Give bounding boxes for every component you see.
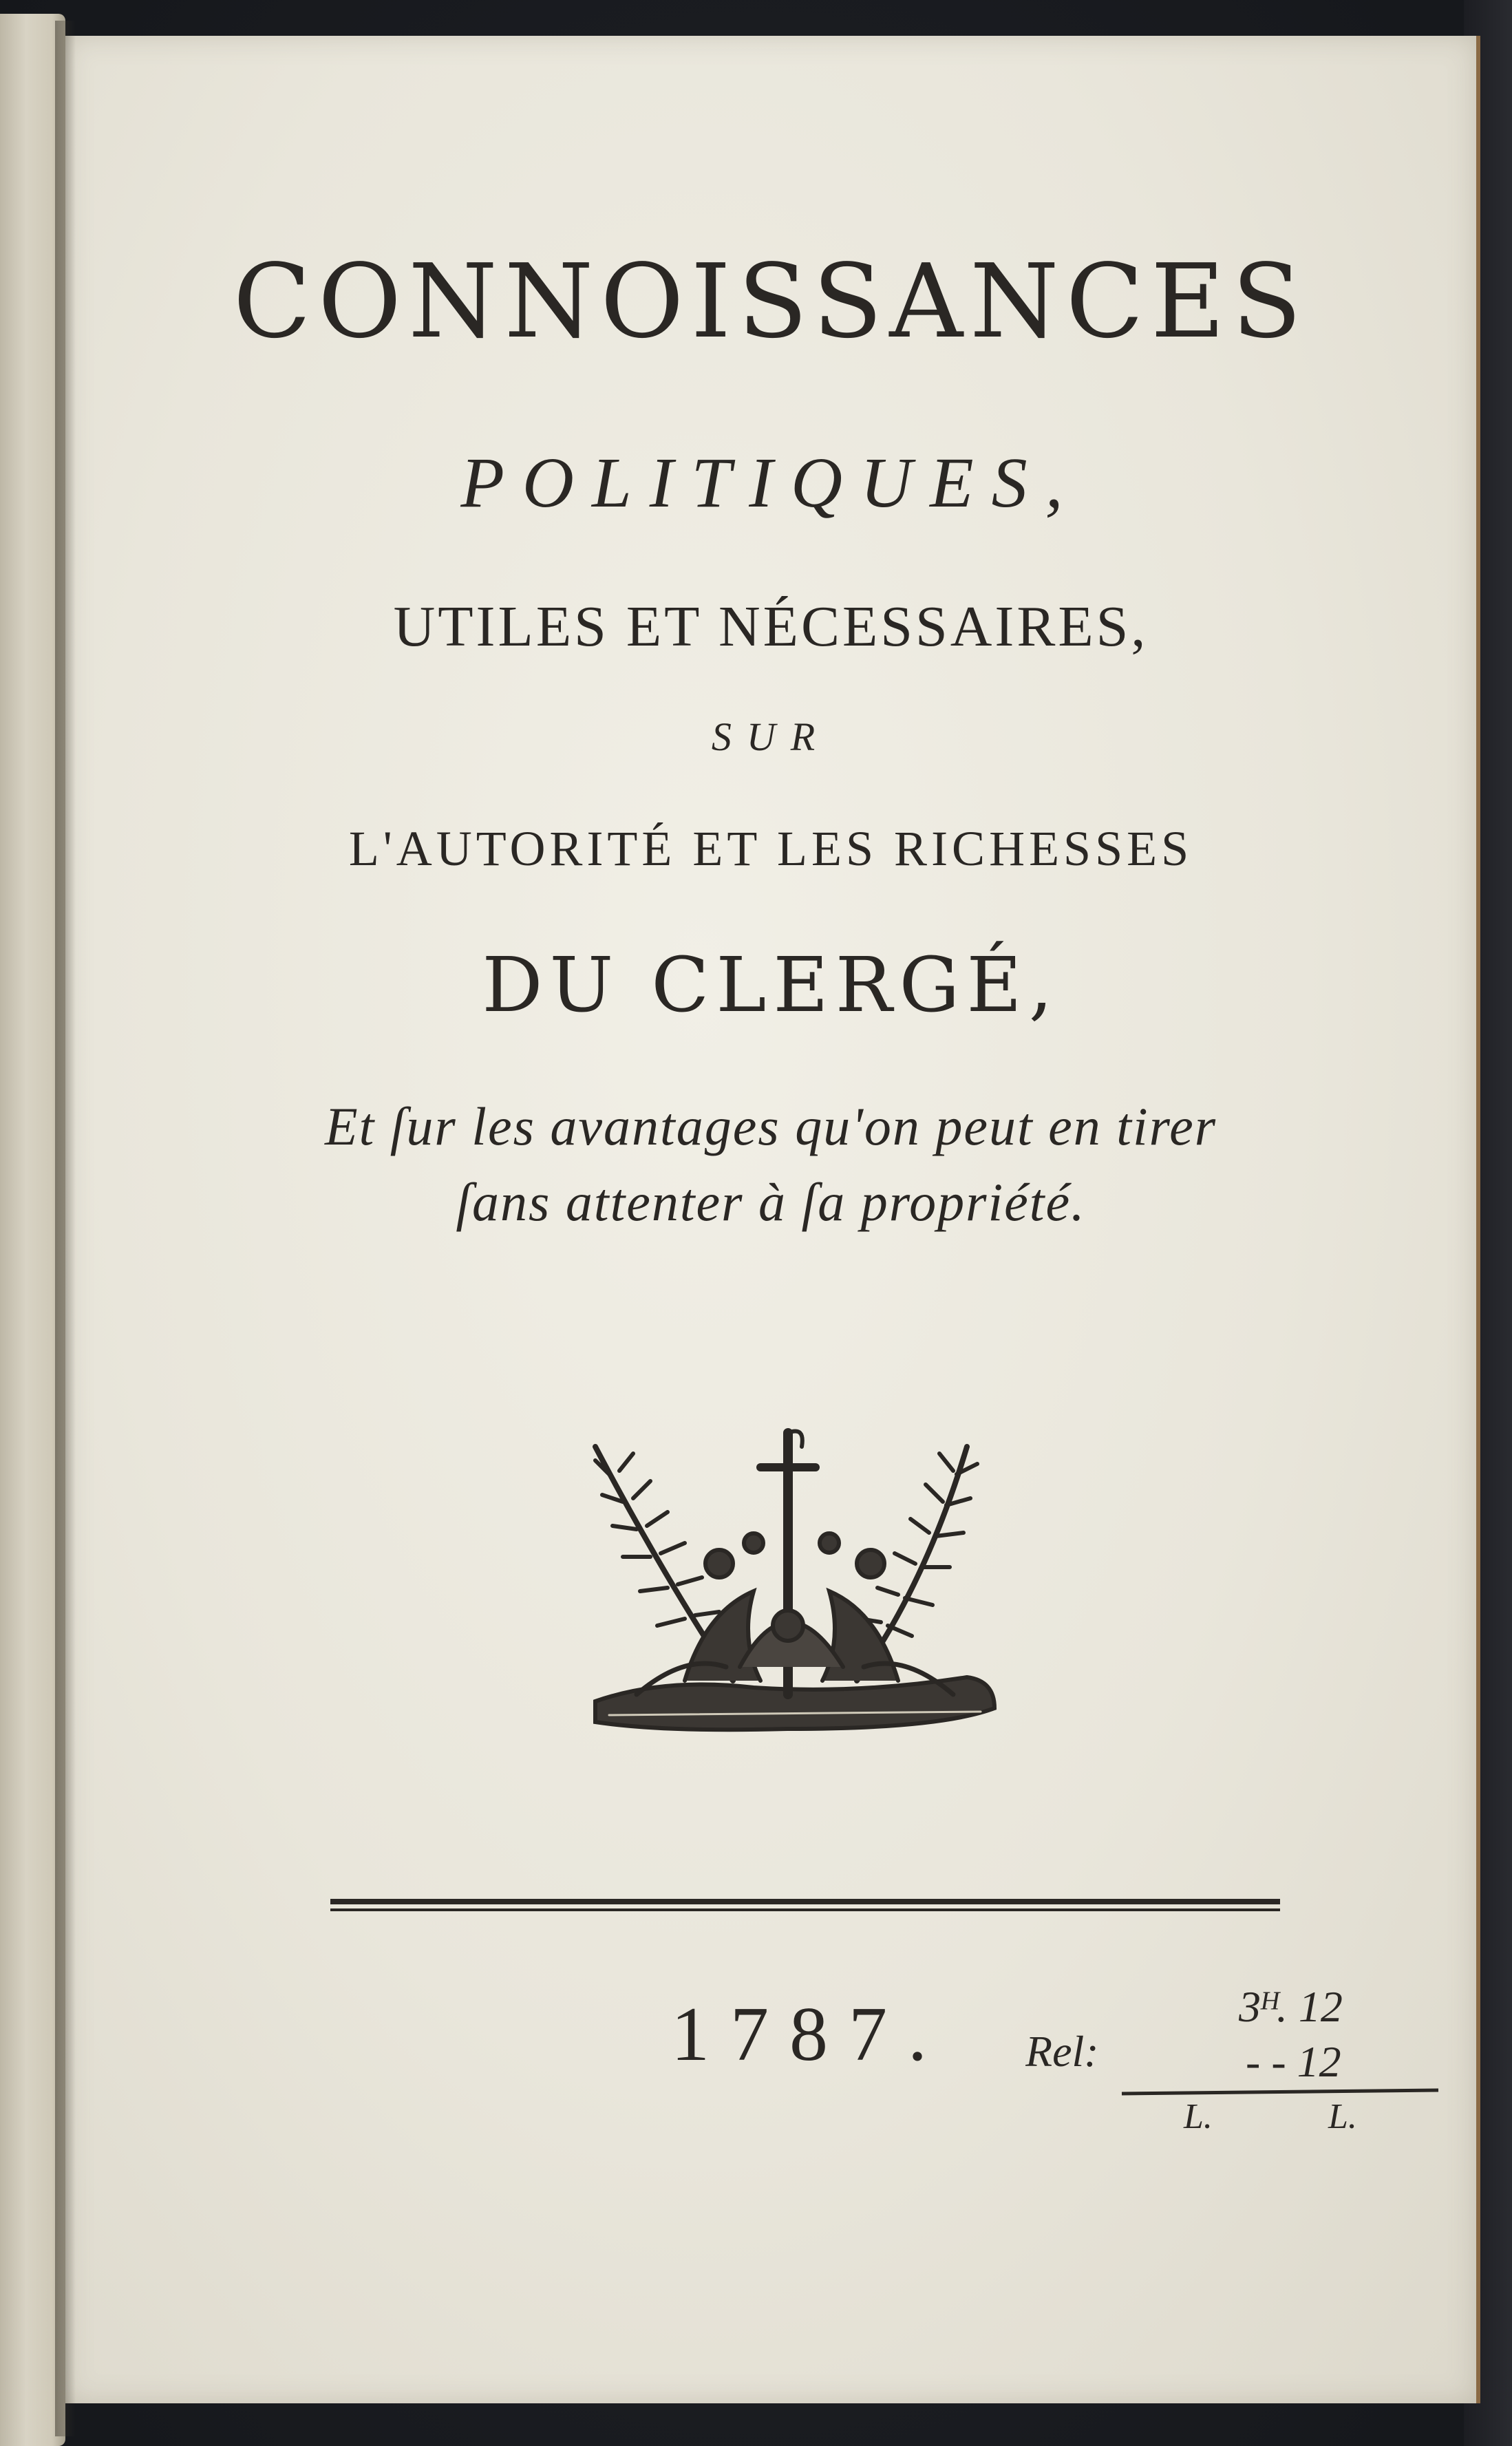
subtitle-sur: SUR bbox=[711, 714, 831, 759]
note-bottom-right: L. bbox=[1328, 2097, 1357, 2136]
foliage-ornament-icon bbox=[582, 1405, 1008, 1763]
note-sum-line bbox=[1122, 2090, 1438, 2094]
publication-year: 1787. bbox=[671, 1992, 948, 2077]
book-title: CONNOISSANCES bbox=[233, 242, 1309, 361]
note-top-value: 3ᴴ. 12 bbox=[1239, 1982, 1343, 2031]
italic-line-1: Et ſur les avantages qu'on peut en tirer bbox=[324, 1096, 1217, 1156]
italic-line-2: ſans attenter à ſa propriété. bbox=[456, 1172, 1086, 1232]
title-page bbox=[65, 36, 1480, 2403]
handwritten-price-note bbox=[1025, 1977, 1452, 2149]
horizontal-rule bbox=[330, 1897, 1280, 1915]
note-middle-value: - - 12 bbox=[1246, 2037, 1341, 2086]
subtitle-utiles: UTILES ET NÉCESSAIRES, bbox=[393, 595, 1149, 659]
subtitle-clerge: DU CLERGÉ, bbox=[482, 941, 1060, 1029]
note-prefix: Rel: bbox=[1025, 2027, 1099, 2076]
spine-shadow bbox=[55, 21, 76, 2436]
subtitle-politiques: POLITIQUES, bbox=[460, 443, 1081, 522]
subtitle-autorite: L'AUTORITÉ ET LES RICHESSES bbox=[348, 821, 1193, 876]
note-bottom-left: L. bbox=[1184, 2097, 1213, 2136]
